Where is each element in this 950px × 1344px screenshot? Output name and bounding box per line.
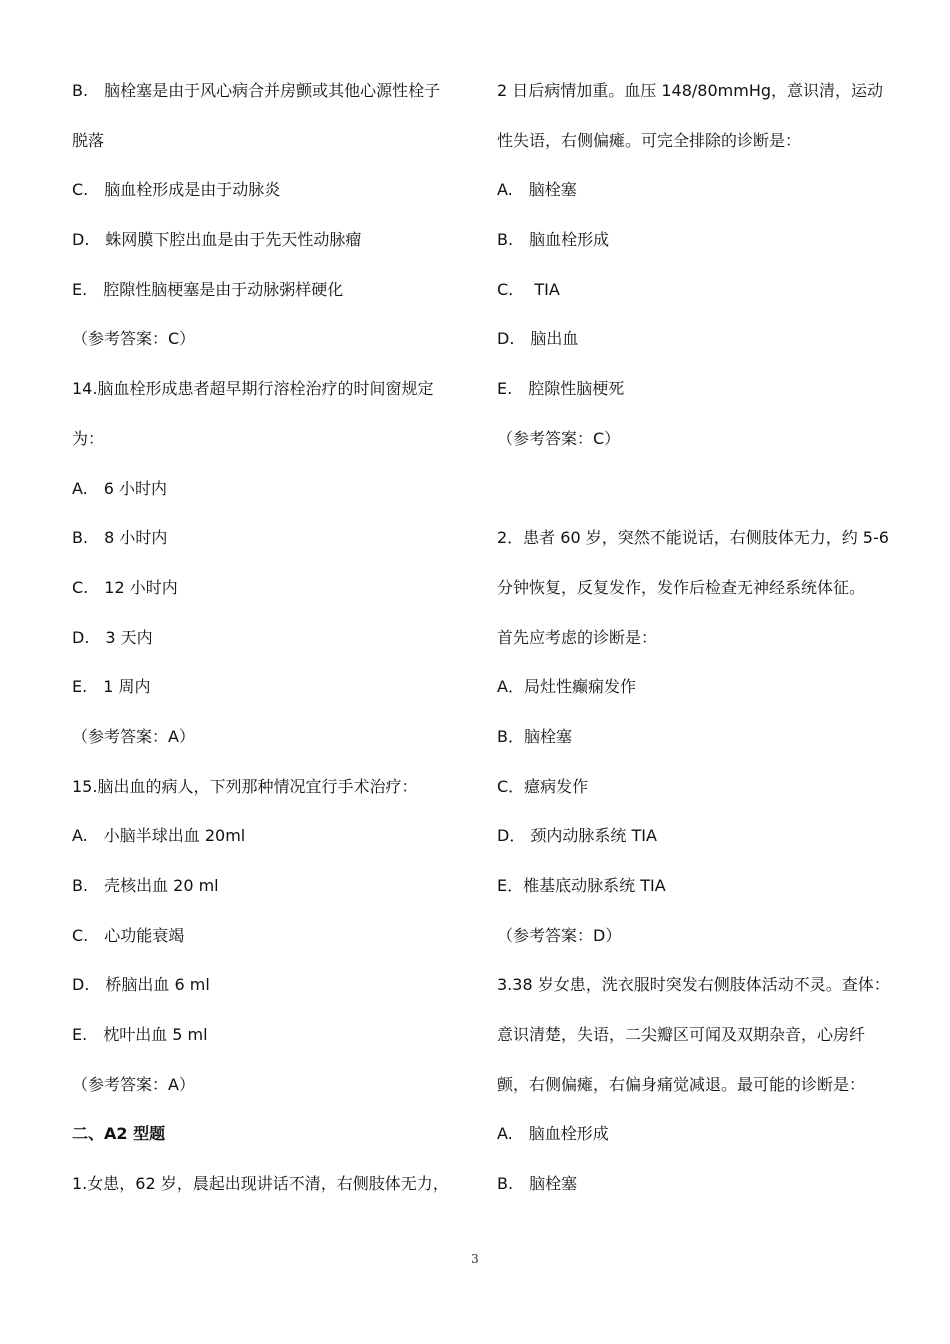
question-line: 为： (72, 428, 105, 448)
option-line: A. 脑栓塞 (497, 180, 577, 200)
page-number: 3 (471, 1252, 479, 1266)
right-column (497, 76, 907, 1219)
answer-line: （参考答案：D） (497, 925, 622, 945)
option-line: B. 8 小时内 (72, 528, 168, 548)
option-line: E. 腔隙性脑梗死 (497, 379, 625, 399)
option-line: D． 颈内动脉系统 TIA (497, 826, 657, 846)
answer-line: （参考答案：A） (72, 726, 195, 746)
option-line: A. 脑血栓形成 (497, 1124, 609, 1144)
option-line: D. 3 天内 (72, 627, 153, 647)
option-line: C. 脑血栓形成是由于动脉炎 (72, 180, 281, 200)
option-line: C. TIA (497, 279, 560, 299)
option-line: E．椎基底动脉系统 TIA (497, 876, 666, 895)
section-heading: 二、A2 型题 (72, 1124, 166, 1144)
option-line: B. 脑栓塞是由于风心病合并房颤或其他心源性栓子 (72, 81, 441, 100)
question-line: 首先应考虑的诊断是： (497, 627, 658, 647)
blank-line (497, 474, 907, 524)
left-column (72, 76, 472, 1219)
option-line: D. 桥脑出血 6 ml (72, 975, 210, 995)
option-line: C．癔病发作 (497, 776, 589, 796)
option-line: B. 脑栓塞 (497, 1174, 578, 1194)
option-line: B. 壳核出血 20 ml (72, 876, 219, 895)
option-line: C. 心功能衰竭 (72, 925, 185, 945)
question-line: 2 日后病情加重。血压 148/80mmHg，意识清，运动 (497, 81, 884, 100)
answer-line: （参考答案：C） (72, 329, 196, 349)
question-line: 1.女患，62 岁，晨起出现讲话不清，右侧肢体无力， (72, 1174, 449, 1194)
option-line: E. 腔隙性脑梗塞是由于动脉粥样硬化 (72, 279, 344, 299)
option-line: 脱落 (72, 130, 105, 150)
question-line: 3.38 岁女患，洗衣服时突发右侧肢体活动不灵。查体： (497, 975, 890, 995)
option-line: B. 脑血栓形成 (497, 230, 610, 250)
question-line: 2．患者 60 岁，突然不能说话，右侧肢体无力，约 5-6 (497, 528, 889, 548)
option-line: A. 6 小时内 (72, 478, 168, 498)
option-line: B．脑栓塞 (497, 726, 572, 746)
question-line: 意识清楚，失语，二尖瓣区可闻及双期杂音，心房纤 (497, 1025, 866, 1045)
option-line: D. 脑出血 (497, 329, 579, 349)
question-line: 颤，右侧偏瘫，右偏身痛觉减退。最可能的诊断是： (497, 1074, 866, 1094)
question-line: 15.脑出血的病人，下列那种情况宜行手术治疗： (72, 776, 418, 796)
question-line: 14.脑血栓形成患者超早期行溶栓治疗的时间窗规定 (72, 379, 434, 399)
option-line: E. 1 周内 (72, 677, 151, 697)
option-line: A. 小脑半球出血 20ml (72, 826, 246, 846)
answer-line: （参考答案：A） (72, 1074, 195, 1094)
question-line: 分钟恢复，反复发作，发作后检查无神经系统体征。 (497, 577, 866, 597)
answer-line: （参考答案：C） (497, 428, 621, 448)
option-line: C. 12 小时内 (72, 577, 178, 597)
question-line: 性失语，右侧偏瘫。可完全排除的诊断是： (497, 130, 802, 150)
option-line: D. 蛛网膜下腔出血是由于先天性动脉瘤 (72, 230, 362, 250)
option-line: E. 枕叶出血 5 ml (72, 1025, 208, 1045)
option-line: A．局灶性癫痫发作 (497, 677, 636, 697)
